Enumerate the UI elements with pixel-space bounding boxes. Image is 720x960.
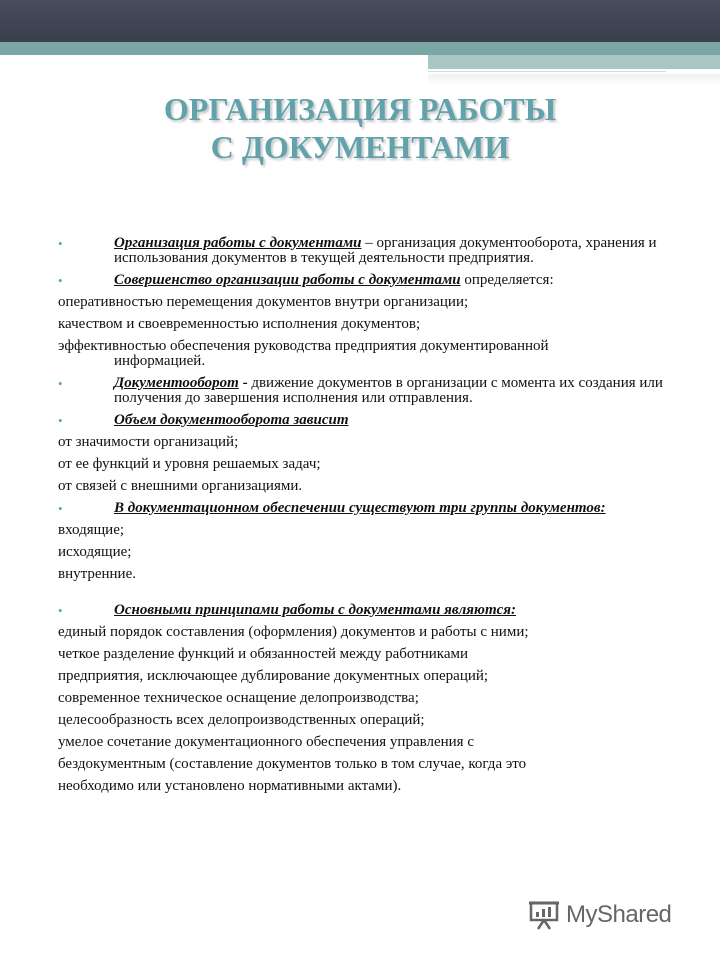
list-line: единый порядок составления (оформления) документов и работы с ними; [58,624,529,640]
white-line [428,69,666,71]
list-line: оперативностью перемещения документов внутри организации; [58,294,469,310]
list-line: информацией. [114,353,206,369]
term: Основными принципами работы с документами являются: [114,602,517,618]
list-line: современное техническое оснащение делопроизводства; [58,690,419,706]
list-line: целесообразность всех делопроизводственных операций; [58,712,425,728]
bullet-dot: • [58,413,63,428]
spacer [58,589,678,603]
teal-stripe [428,55,720,69]
bullet-dot: • [58,501,63,516]
bullet-item [58,603,678,618]
list-line: необходимо или установлено нормативными актами). [58,778,402,794]
list-line: четкое разделение функций и обязанностей между работниками [58,646,469,662]
term: Совершенство организации работы с документами [114,272,461,288]
term: Организация работы с документами [114,235,362,251]
bullet-item [58,236,678,266]
logo-text: MyShared [566,901,672,928]
list-line: умелое сочетание документационного обеспечения управления с [58,734,474,750]
list-line: внутренние. [58,566,136,582]
top-band [0,0,720,42]
term: Объем документооборота зависит [114,412,349,428]
bullet-dot: • [58,603,63,618]
dash: - [238,375,252,391]
bullet-item [58,273,678,288]
bullet-dot: • [58,236,63,251]
slide-content [58,236,678,801]
bullet-dot: • [58,273,63,288]
grey-stripe [428,74,720,85]
title-line-1: ОРГАНИЗАЦИЯ РАБОТЫ [163,91,557,127]
myshared-logo [528,898,688,932]
definition: движение документов в организации с момента их создания или получения до завершения исполнения или отправления. [114,375,663,406]
bullet-item [58,501,678,516]
term: Документооборот [114,375,239,391]
list-line: бездокументным (составление документов только в том случае, когда это [58,756,527,772]
list-line: качеством и своевременностью исполнения документов; [58,316,421,332]
list-line: эффективностью обеспечения руководства предприятия документированной [58,338,549,354]
list-line: от значимости организаций; [58,434,239,450]
title-line-2: С ДОКУМЕНТАМИ [210,129,510,165]
list-line: входящие; [58,522,125,538]
definition: определяется: [460,272,554,288]
bullet-dot: • [58,376,63,391]
list-line: предприятия, исключающее дублирование документных операций; [58,668,489,684]
bullet-item [58,413,678,428]
list-line: от ее функций и уровня решаемых задач; [58,456,321,472]
term: В документационном обеспечении существуют три группы документов: [114,500,606,516]
list-line: исходящие; [58,544,132,560]
bullet-item [58,376,678,406]
list-line: от связей с внешними организациями. [58,478,303,494]
definition: – организация документооборота, хранения и использования документов в текущей деятельности предприятия. [114,235,657,266]
teal-bar [0,42,720,55]
slide-title [60,90,660,166]
presentation-board-icon [528,899,560,931]
